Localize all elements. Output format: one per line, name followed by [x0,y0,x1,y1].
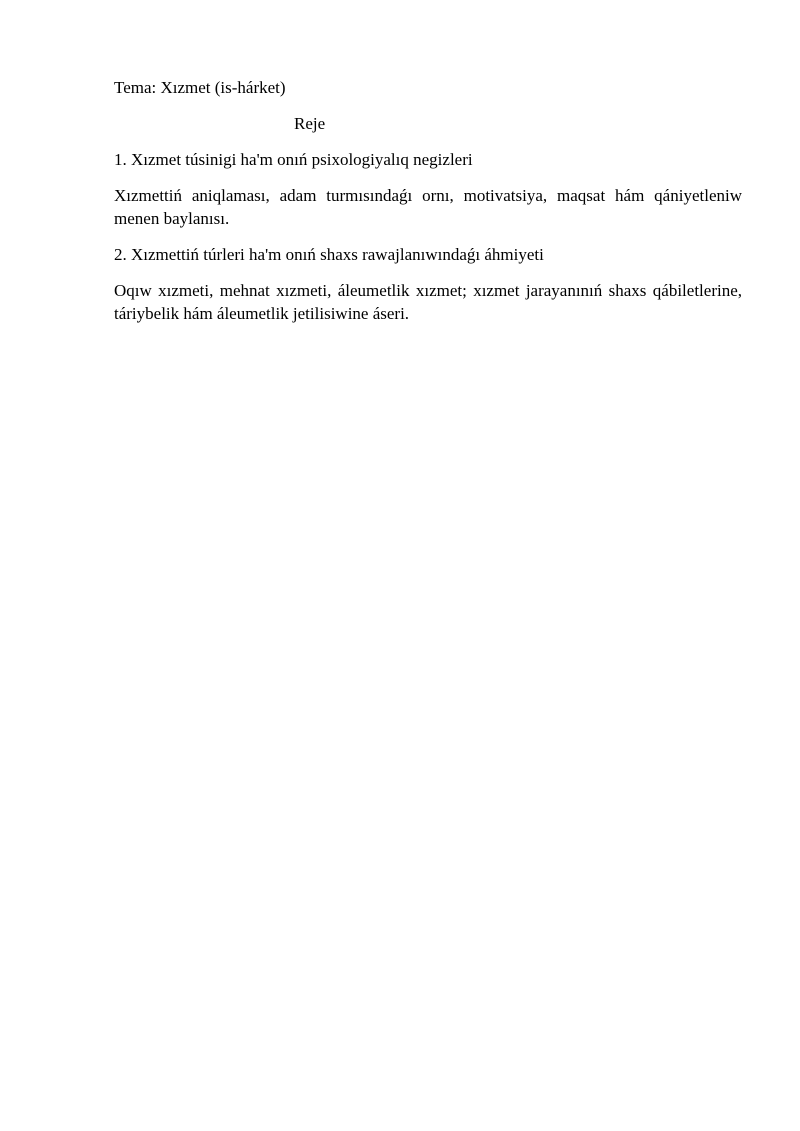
section-2-body: Oqıw xızmeti, mehnat xızmeti, áleumetlik xızmet; xızmet jarayanınıń shaxs qábiletlerine, táriybelik hám áleumetlik jetilisiwine áseri. [114,281,742,323]
section-1-body: Xızmettiń aniqlaması, adam turmısındaǵı ornı, motivatsiya, maqsat hám qániyetleniw menen baylanısı. [114,186,742,228]
document-body [114,76,742,338]
document-title: Tema: Xızmet (is-hárket) [114,78,286,97]
section-1-heading: 1. Xızmet túsinigi ha'm onıń psixologiyalıq negizleri [114,150,473,169]
plan-heading: Reje [294,114,326,133]
section-2-heading: 2. Xızmettiń túrleri ha'm onıń shaxs rawajlanıwındaǵı áhmiyeti [114,245,544,264]
